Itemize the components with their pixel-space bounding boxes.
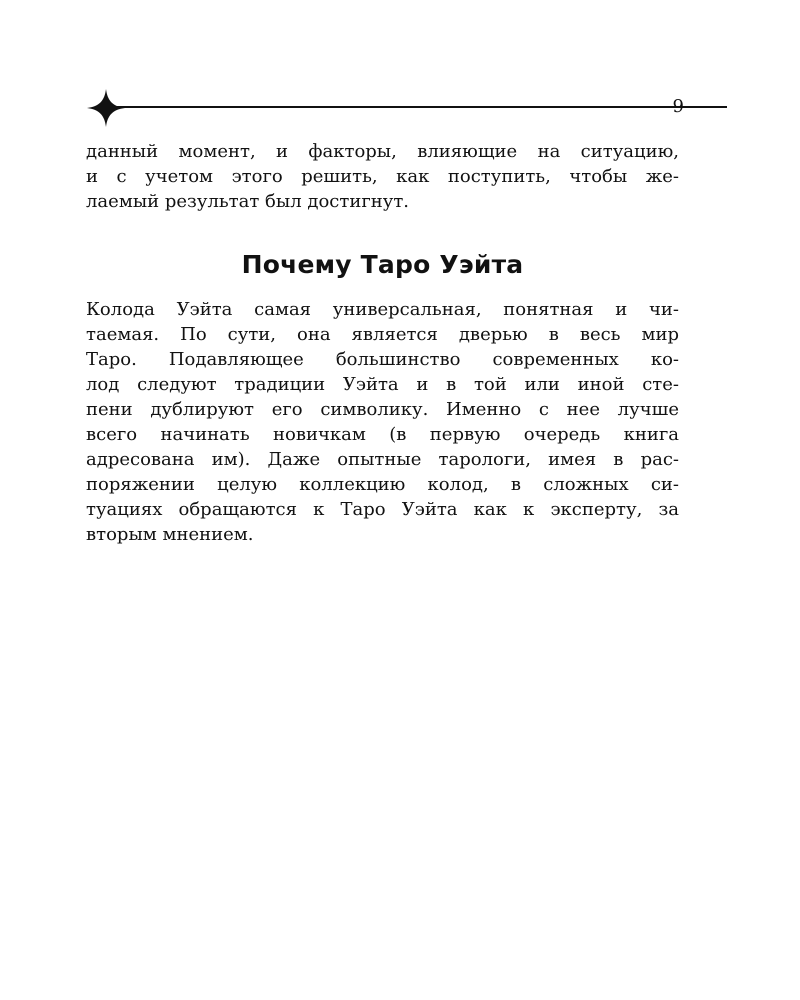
text-line: лаемый результат был достигнут.: [86, 191, 410, 212]
section-paragraph: [86, 297, 679, 547]
text-line: пени дублируют его символику. Именно с нее лучше: [86, 399, 679, 420]
page-number: 9: [672, 96, 684, 117]
text-line: Колода Уэйта самая универсальная, понятная и чи-: [86, 299, 679, 320]
text-line: данный момент, и факторы, влияющие на ситуацию,: [86, 141, 679, 162]
text-line: лод следуют традиции Уэйта и в той или иной сте-: [86, 374, 679, 395]
four-point-star-icon: [86, 88, 126, 128]
text-line: и с учетом этого решить, как поступить, чтобы же-: [86, 166, 679, 187]
text-line: Таро. Подавляющее большинство современных ко-: [86, 349, 679, 370]
text-line: поряжении целую коллекцию колод, в сложных си-: [86, 474, 679, 495]
header-rule: [104, 106, 727, 108]
text-line: вторым мнением.: [86, 524, 254, 545]
intro-paragraph: [86, 139, 679, 214]
text-line: адресована им). Даже опытные тарологи, имея в рас-: [86, 449, 679, 470]
section-heading: Почему Таро Уэйта: [241, 250, 524, 279]
text-line: таемая. По сути, она является дверью в весь мир: [86, 324, 679, 345]
text-line: всего начинать новичкам (в первую очередь книга: [86, 424, 679, 445]
text-line: туациях обращаются к Таро Уэйта как к эксперту, за: [86, 499, 679, 520]
page-header: [86, 88, 686, 128]
